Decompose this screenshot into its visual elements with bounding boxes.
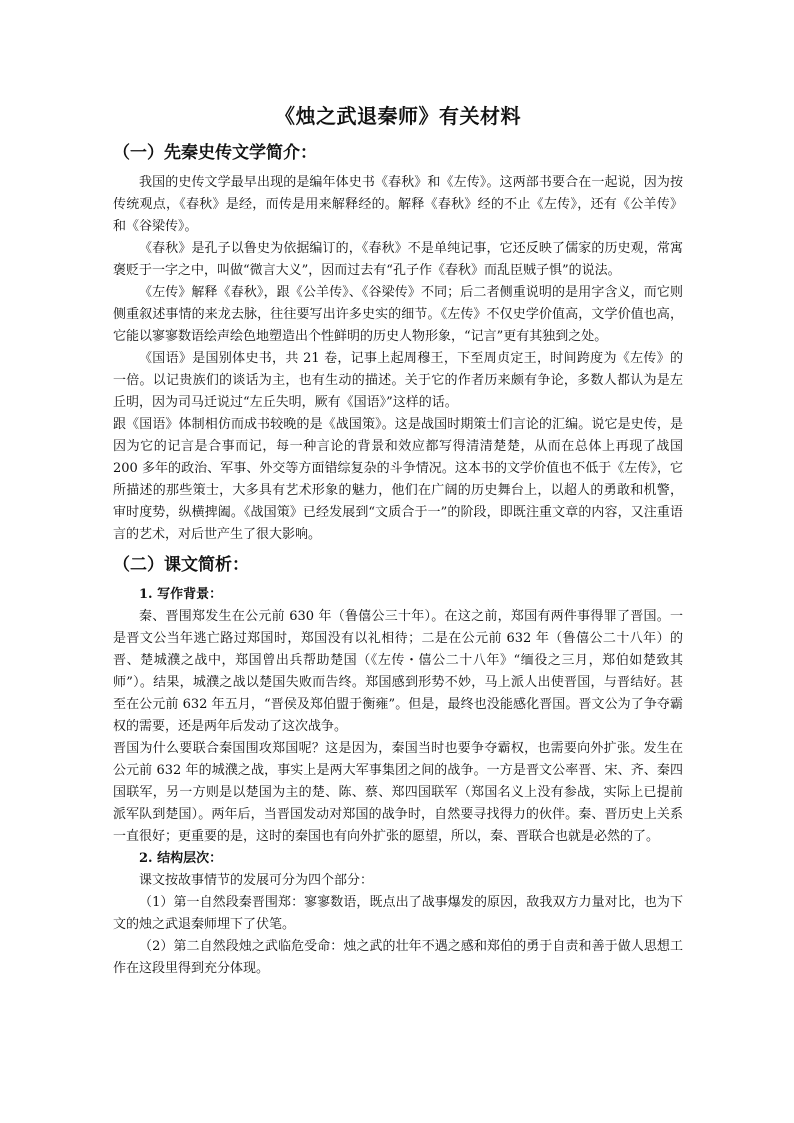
paragraph: 《国语》是国别体史书，共 21 卷，记事上起周穆王，下至周贞定王，时间跨度为《左传》的一倍。以记贵族们的谈话为主，也有生动的描述。关于它的作者历来颇有争论，多数人都认为是左丘明，因为司马迁说过“左丘失明，厥有《国语》”这样的话。 — [113, 351, 683, 410]
paragraph: 《春秋》是孔子以鲁史为依据编订的，《春秋》不是单纯记事，它还反映了儒家的历史观，常寓褒贬于一字之中，叫做“微言大义”，因而过去有“孔子作《春秋》而乱臣贼子惧”的说法。 — [113, 241, 683, 278]
paragraph: 《左传》解释《春秋》，跟《公羊传》、《谷梁传》不同；后二者侧重说明的是用字含义，而它则侧重叙述事情的来龙去脉，往往要写出许多史实的细节。《左传》不仅史学价值高，文学价值也高，它能以寥寥数语绘声绘色地塑造出个性鲜明的历史人物形象，“记言”更有其独到之处。 — [113, 285, 683, 344]
document-page — [113, 100, 683, 980]
section-heading-intro: （一）先秦史传文学简介： — [113, 143, 317, 163]
section-heading-analysis: （二）课文简析： — [113, 555, 249, 575]
section-analysis — [113, 550, 683, 980]
subheading-structure: 2. 结构层次： — [139, 851, 223, 866]
paragraph: 晋国为什么要联合秦国围攻郑国呢？这是因为，秦国当时也要争夺霸权，也需要向外扩张。发生在公元前 632 年的城濮之战，事实上是两大军事集团之间的战争。一方是晋文公率晋、宋、齐、秦四国联军，另一方则是以楚国为主的楚、陈、蔡、郑四国联军（郑国名义上没有参战，实际上已提前派军队到楚国）。两年后，当晋国发动对郑国的战争时，自然要寻找得力的伙伴。秦、晋历史上关系一直很好；更重要的是，这时的秦国也有向外扩张的愿望，所以，秦、晋联合也就是必然的了。 — [113, 741, 683, 844]
document-title: 《烛之武退秦师》有关材料 — [275, 104, 521, 128]
paragraph: 秦、晋围郑发生在公元前 630 年（鲁僖公三十年）。在这之前，郑国有两件事得罪了晋国。一是晋文公当年逃亡路过郑国时，郑国没有以礼相待；二是在公元前 632 年（鲁僖公二十八年）的晋、楚城濮之战中，郑国曾出兵帮助楚国（《左传・僖公二十八年》“缅役之三月，郑伯如楚致其师”）。结果，城濮之战以楚国失败而告终。郑国感到形势不妙，马上派人出使晋国，与晋结好。甚至在公元前 632 年五月，“晋侯及郑伯盟于衡雍”。但是，最终也没能感化晋国。晋文公为了争夺霸权的需要，还是两年后发动了这次战争。 — [113, 609, 683, 734]
paragraph: 课文按故事情节的发展可分为四个部分： — [139, 873, 374, 888]
section-intro — [113, 138, 683, 546]
subheading-background: 1. 写作背景： — [139, 587, 223, 602]
paragraph: 我国的史传文学最早出现的是编年体史书《春秋》和《左传》。这两部书要合在一起说，因为按传统观点，《春秋》是经，而传是用来解释经的。解释《春秋》经的不止《左传》，还有《公羊传》和《谷梁传》。 — [113, 175, 683, 234]
paragraph: （2）第二自然段烛之武临危受命：烛之武的壮年不遇之感和郑伯的勇于自责和善于做人思想工作在这段里得到充分体现。 — [113, 939, 683, 976]
paragraph: 跟《国语》体制相仿而成书较晚的是《战国策》。这是战国时期策士们言论的汇编。说它是史传，是因为它的记言是合事而记，每一种言论的背景和效应都写得清清楚楚，从而在总体上再现了战国 200 多年的政治、军事、外交等方面错综复杂的斗争情况。这本书的文学价值也不低于《左传》，它所描述的那些策士，大多具有艺术形象的魅力，他们在广阔的历史舞台上，以超人的勇敢和机警，审时度势，纵横捭阖。《战国策》已经发展到“文质合于一”的阶段，即既注重文章的内容，又注重语言的艺术，对后世产生了很大影响。 — [113, 417, 683, 542]
paragraph: （1）第一自然段秦晋围郑：寥寥数语，既点出了战事爆发的原因，敌我双方力量对比，也为下文的烛之武退秦师埋下了伏笔。 — [113, 895, 683, 932]
